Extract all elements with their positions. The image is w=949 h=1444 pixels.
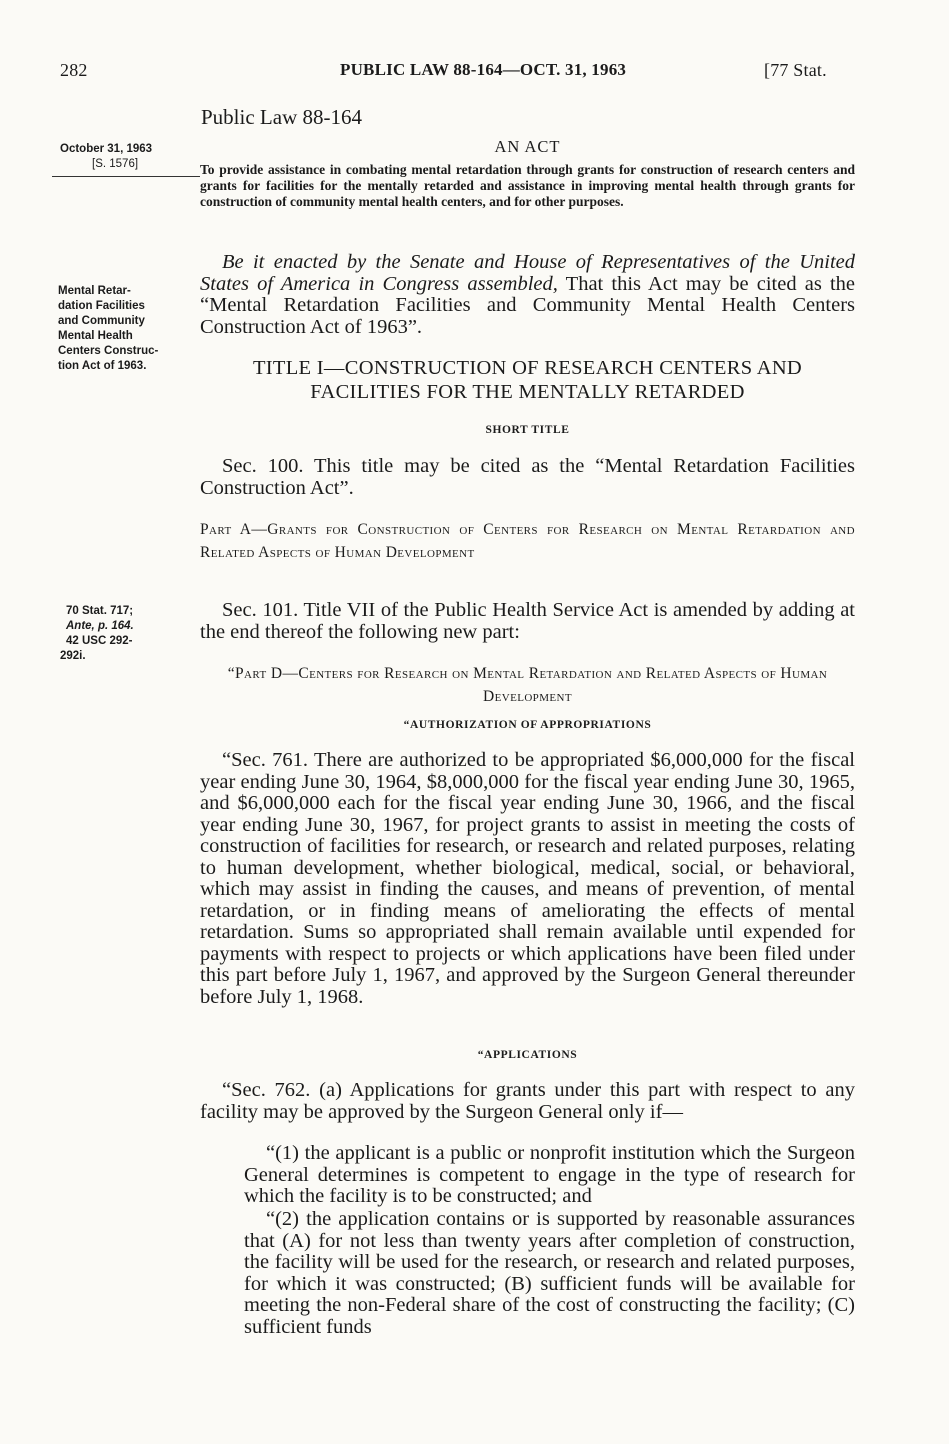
enacting-clause-rest: That this Act may be cited as the “Mental Retardation Facilities and Community Mental Health Centers Construction Act of 1963”. — [200, 272, 855, 338]
margin-note-line: Centers Construc- — [58, 345, 159, 357]
margin-bill-number: [S. 1576] — [92, 158, 139, 170]
applications-heading: “APPLICATIONS — [477, 1049, 578, 1061]
part-d-heading: “Part D—Centers for Research on Mental Retardation and Related Aspects of Human Development — [227, 665, 828, 705]
margin-note-line: Mental Retar- — [58, 285, 131, 297]
margin-date: October 31, 1963 — [60, 143, 153, 155]
section-762: “Sec. 762. (a) Applications for grants under this part with respect to any facility may be approved by the Surgeon General only if— — [200, 1079, 855, 1123]
margin-note-line: Ante, p. 164. — [66, 620, 134, 632]
margin-note-line: 70 Stat. 717; — [66, 605, 134, 617]
margin-rule — [52, 176, 200, 177]
authorization-heading: “AUTHORIZATION OF APPROPRIATIONS — [403, 719, 652, 731]
section-100: Sec. 100. This title may be cited as the “Mental Retardation Facilities Construction Act”. — [200, 455, 855, 499]
item-2: “(2) the application contains or is supported by reasonable assurances that (A) for not less than twenty years after completion of construction, the facility will be used for the research, or research and related purposes, for which it was constructed; (B) sufficient funds will be available for meeting the non-Federal share of the cost of constructing the facility; (C) sufficient funds — [244, 1208, 855, 1338]
section-101: Sec. 101. Title VII of the Public Health Service Act is amended by adding at the end thereof the following new part: — [200, 599, 855, 643]
item-1: “(1) the applicant is a public or nonprofit institution which the Surgeon General determines is competent to engage in the type of research for which the facility is to be constructed; and — [244, 1142, 855, 1207]
margin-short-title-note — [58, 284, 158, 374]
margin-note-line: and Community — [58, 315, 145, 327]
short-title-heading: SHORT TITLE — [485, 424, 570, 436]
margin-note-line: 292i. — [60, 650, 86, 662]
stat-reference: [77 Stat. — [764, 60, 827, 80]
public-law-label: Public Law 88-164 — [201, 105, 362, 129]
margin-note-line: Mental Health — [58, 330, 133, 342]
section-761: “Sec. 761. There are authorized to be appropriated $6,000,000 for the fiscal year ending June 30, 1964, $8,000,000 for the fiscal year ending June 30, 1965, and $6,000,000 each for the fiscal year ending June 30, 1966, and the fiscal year ending June 30, 1967, for project grants to assist in meeting the costs of construction of facilities for research, or research and related purposes, relating to human development, whether biological, medical, social, or behavioral, which may assist in finding the causes, and means of prevention, of mental retardation, or in finding means of ameliorating the effects of mental retardation. Sums so appropriated shall remain available until expended for payments with respect to projects or which applications have been filed under this part before July 1, 1967, and approved by the Surgeon General thereunder before July 1, 1968. — [200, 749, 855, 1008]
act-purpose: To provide assistance in combating mental retardation through grants for construction of research centers and grants for facilities for the mentally retarded and assistance in improving mental health through grants for construction of community mental health centers, and for other purposes. — [200, 162, 855, 209]
margin-note-line: 42 USC 292- — [66, 635, 133, 647]
enacting-clause — [200, 252, 855, 338]
margin-note-line: tion Act of 1963. — [58, 360, 147, 372]
margin-citation-note — [60, 604, 134, 664]
margin-note-line: dation Facilities — [58, 300, 145, 312]
title-i-heading: TITLE I—CONSTRUCTION OF RESEARCH CENTERS AND FACILITIES FOR THE MENTALLY RETARDED — [252, 357, 803, 403]
enacting-clause-italic: Be it enacted by the Senate and House of Representatives of the United States of America in Congress assembled, — [200, 251, 855, 295]
running-title: PUBLIC LAW 88-164—OCT. 31, 1963 — [340, 60, 627, 79]
act-heading: AN ACT — [494, 137, 561, 156]
page-number: 282 — [60, 60, 88, 80]
part-a-heading: Part A—Grants for Construction of Centers for Research on Mental Retardation and Related Aspects of Human Development — [200, 521, 855, 561]
